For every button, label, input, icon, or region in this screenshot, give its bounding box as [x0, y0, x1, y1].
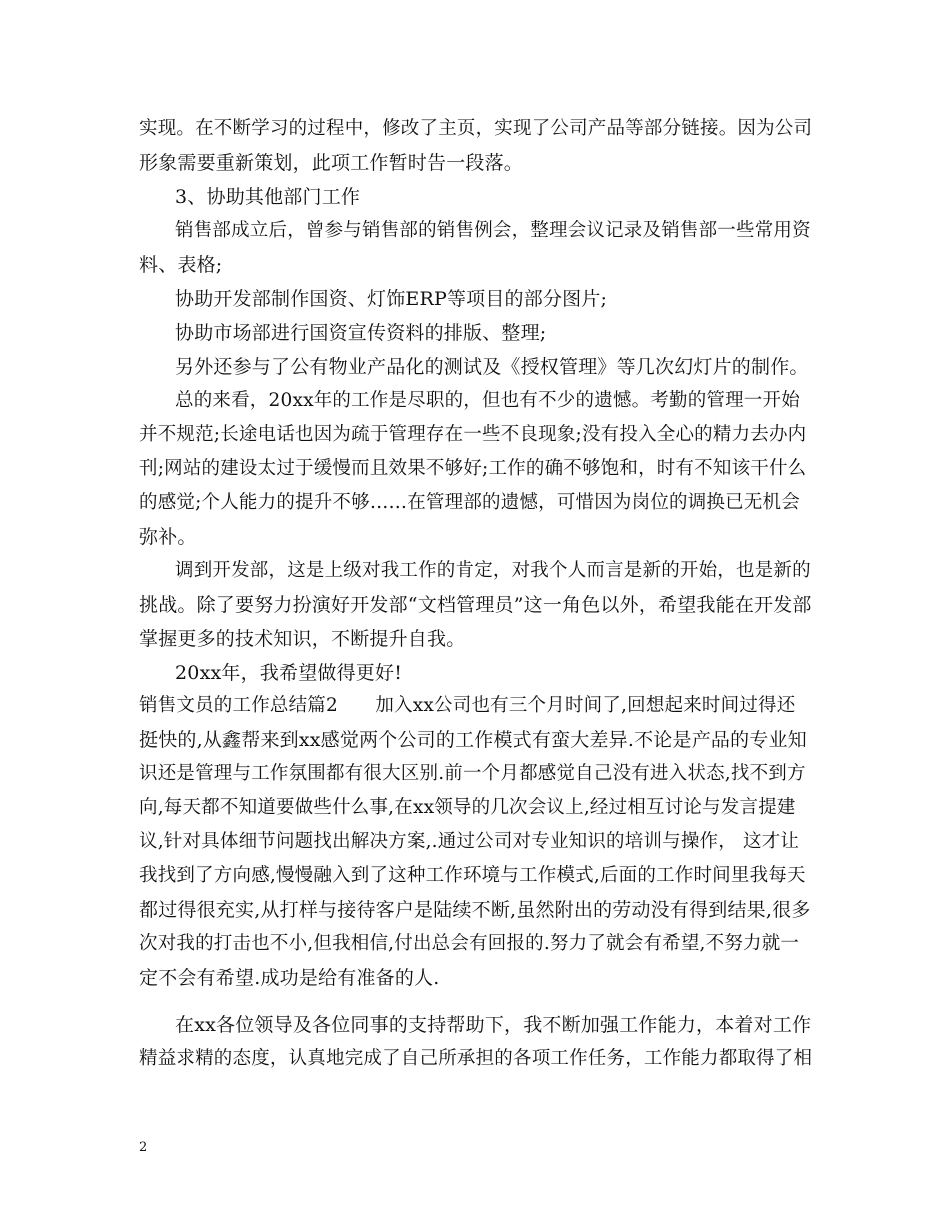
- text-line: 协助市场部进行国资宣传资料的排版、整理;: [175, 322, 547, 344]
- text-line: 并不规范;长途电话也因为疏于管理存在一些不良现象;没有投入全心的精力去办内: [139, 424, 807, 445]
- text-line: 刊;网站的建设太过于缓慢而且效果不够好;工作的确不够饱和，时有不知该干什么: [139, 458, 807, 479]
- text-line: 都过得很充实,从打样与接待客户是陆续不断,虽然附出的劳动没有得到结果,很多: [139, 899, 811, 921]
- text-line: 我找到了方向感,慢慢融入到了这种工作环境与工作模式,后面的工作时间里我每天: [139, 865, 806, 886]
- text-line: 销售文员的工作总结篇2 加入xx公司也有三个月时间了,回想起来时间过得还: [139, 695, 796, 716]
- text-line: 识还是管理与工作氛围都有很大区别.前一个月都感觉自己没有进入状态,找不到方: [139, 763, 806, 784]
- text-line: 的感觉;个人能力的提升不够……在管理部的遗憾，可惜因为岗位的调换已无机会: [139, 492, 800, 513]
- text-line: 另外还参与了公有物业产品化的测试及《授权管理》等几次幻灯片的制作。: [175, 356, 809, 378]
- text-line: 次对我的打击也不小,但我相信,付出总会有回报的.努力了就会有希望,不努力就一: [139, 933, 800, 954]
- text-line: 定不会有希望.成功是给有准备的人.: [139, 967, 440, 989]
- text-line: 销售部成立后，曾参与销售部的销售例会，整理会议记录及销售部一些常用资: [175, 220, 811, 241]
- text-line: 向,每天都不知道要做些什么事,在xx领导的几次会议上,经过相互讨论与发言提建: [139, 797, 796, 818]
- text-line: 形象需要重新策划，此项工作暂时告一段落。: [139, 152, 524, 174]
- text-line: 协助开发部制作国资、灯饰ERP等项目的部分图片;: [175, 288, 608, 310]
- text-line: 精益求精的态度，认真地完成了自己所承担的各项工作任务，工作能力都取得了相: [139, 1048, 813, 1069]
- text-line: 议,针对具体细节问题找出解决方案,.通过公司对专业知识的培训与操作， 这才让: [139, 831, 800, 852]
- text-line: 挑战。除了要努力扮演好开发部“文档管理员”这一角色以外，希望我能在开发部: [139, 594, 812, 616]
- text-line: 掌握更多的技术知识，不断提升自我。: [139, 628, 466, 650]
- section-heading: 3、协助其他部门工作: [175, 186, 361, 208]
- text-line: 在xx各位领导及各位同事的支持帮助下，我不断加强工作能力，本着对工作: [175, 1014, 812, 1036]
- text-line: 调到开发部，这是上级对我工作的肯定，对我个人而言是新的开始，也是新的: [175, 560, 811, 581]
- text-line: 挺快的,从鑫帮来到xx感觉两个公司的工作模式有蛮大差异.不论是产品的专业知: [139, 729, 807, 751]
- text-line: 实现。在不断学习的过程中，修改了主页，实现了公司产品等部分链接。因为公司: [139, 118, 813, 139]
- text-line: 料、表格;: [139, 254, 223, 276]
- text-line: 总的来看，20xx年的工作是尽职的，但也有不少的遗憾。考勤的管理一开始: [175, 390, 800, 411]
- text-line: 弥补。: [139, 526, 197, 548]
- page-number: 2: [139, 1140, 148, 1155]
- text-line: 20xx年，我希望做得更好!: [175, 662, 403, 684]
